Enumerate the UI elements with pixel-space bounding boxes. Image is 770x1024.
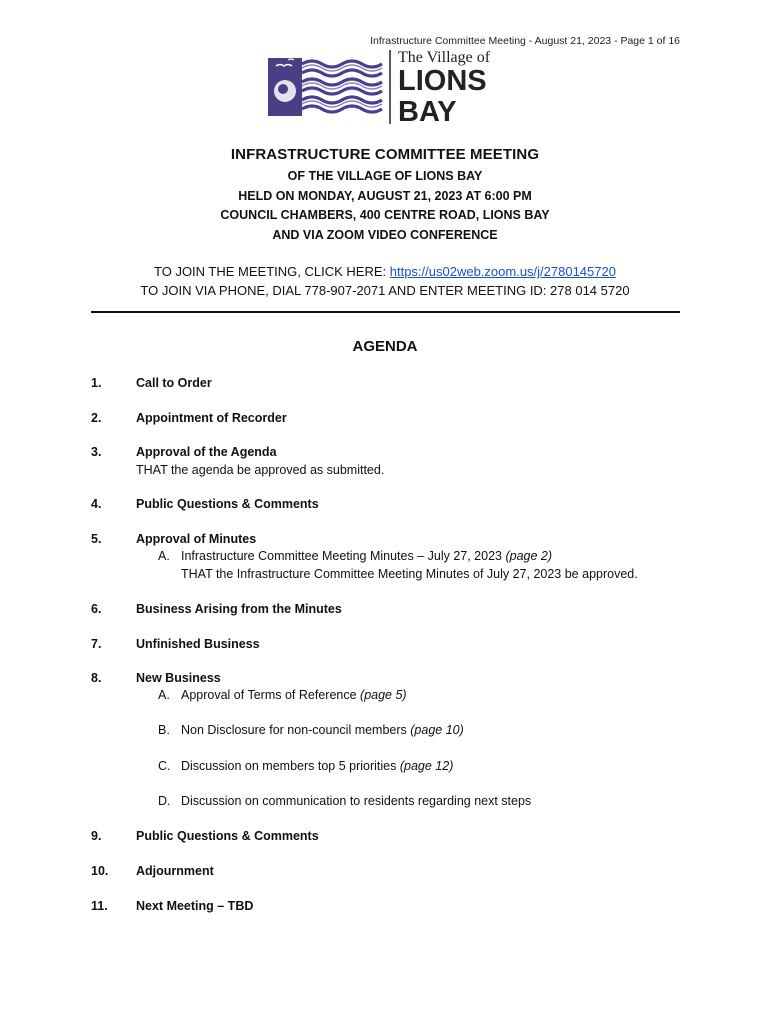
join-instructions xyxy=(0,262,770,300)
join-meeting-prefix: TO JOIN THE MEETING, CLICK HERE: xyxy=(154,264,390,279)
subitem-letter: A. xyxy=(158,688,170,702)
agenda-item-number: 5. xyxy=(91,532,102,546)
agenda-item-number: 9. xyxy=(91,829,102,843)
join-phone-line: TO JOIN VIA PHONE, DIAL 778-907-2071 AND ENTER MEETING ID: 278 014 5720 xyxy=(140,283,630,298)
title-line-4: AND VIA ZOOM VIDEO CONFERENCE xyxy=(272,227,498,242)
meeting-title-block xyxy=(0,146,770,245)
logo-text-line3: BAY xyxy=(398,96,457,126)
logo-text-line2: LIONS xyxy=(398,65,487,97)
agenda-item-title: Next Meeting – TBD xyxy=(136,899,254,913)
page-reference: (page 2) xyxy=(505,549,553,563)
subitem-text: Non Disclosure for non-council members xyxy=(181,723,411,737)
logo-text-line1: The Village of xyxy=(398,49,491,66)
subitem-text: Approval of Terms of Reference xyxy=(181,688,361,702)
subitem-letter: D. xyxy=(158,794,171,808)
agenda-item-number: 8. xyxy=(91,671,102,685)
subitem-letter: A. xyxy=(158,549,170,563)
page-reference: (page 5) xyxy=(360,688,407,702)
subitem-text: Discussion on communication to residents regarding next steps xyxy=(181,794,532,808)
subitem-text: Infrastructure Committee Meeting Minutes – July 27, 2023 xyxy=(181,549,506,563)
agenda-item-motion: THAT the agenda be approved as submitted. xyxy=(136,462,385,477)
subitem-text: Discussion on members top 5 priorities xyxy=(181,759,400,773)
agenda-item-title: Approval of Minutes xyxy=(136,532,257,546)
agenda-item-number: 2. xyxy=(91,411,102,425)
agenda-item-title: Approval of the Agenda xyxy=(136,445,277,459)
agenda-item-title: Call to Order xyxy=(136,376,212,390)
page-reference: (page 10) xyxy=(410,723,464,737)
agenda-item-title: Public Questions & Comments xyxy=(136,497,319,511)
title-line-1: OF THE VILLAGE OF LIONS BAY xyxy=(287,169,483,183)
village-logo xyxy=(268,46,508,126)
agenda-item-title: Adjournment xyxy=(136,864,214,878)
agenda-item-number: 1. xyxy=(91,376,102,390)
agenda-item-title: Unfinished Business xyxy=(136,637,260,651)
agenda-item-title: Business Arising from the Minutes xyxy=(136,602,342,616)
join-meeting-line xyxy=(0,262,770,281)
agenda-heading: AGENDA xyxy=(352,338,418,355)
agenda-item-number: 10. xyxy=(91,864,109,878)
logo-graphic xyxy=(268,46,508,126)
zoom-meeting-link[interactable]: https://us02web.zoom.us/j/2780145720 xyxy=(389,264,616,279)
agenda-item-number: 4. xyxy=(91,497,102,511)
agenda-item-title: New Business xyxy=(136,671,221,685)
agenda-item-title: Appointment of Recorder xyxy=(136,411,287,425)
subitem-text-line xyxy=(181,548,701,566)
subitem-motion: THAT the Infrastructure Committee Meeting Minutes of July 27, 2023 be approved. xyxy=(181,566,638,581)
agenda-item-number: 7. xyxy=(91,637,102,651)
subitem-letter: B. xyxy=(158,723,170,737)
agenda-item-number: 11. xyxy=(91,899,108,913)
title-line-3: COUNCIL CHAMBERS, 400 CENTRE ROAD, LIONS BAY xyxy=(220,208,550,222)
agenda-item-number: 6. xyxy=(91,602,102,616)
page-header: Infrastructure Committee Meeting - August 21, 2023 - Page 1 of 16 xyxy=(370,35,680,47)
meeting-title: INFRASTRUCTURE COMMITTEE MEETING xyxy=(230,146,540,163)
header-divider xyxy=(91,311,680,313)
agenda-item-title: Public Questions & Comments xyxy=(136,829,319,843)
subitem-letter: C. xyxy=(158,759,171,773)
title-line-2: HELD ON MONDAY, AUGUST 21, 2023 AT 6:00 PM xyxy=(238,188,532,203)
agenda-item-number: 3. xyxy=(91,445,102,459)
page-reference: (page 12) xyxy=(399,759,454,773)
